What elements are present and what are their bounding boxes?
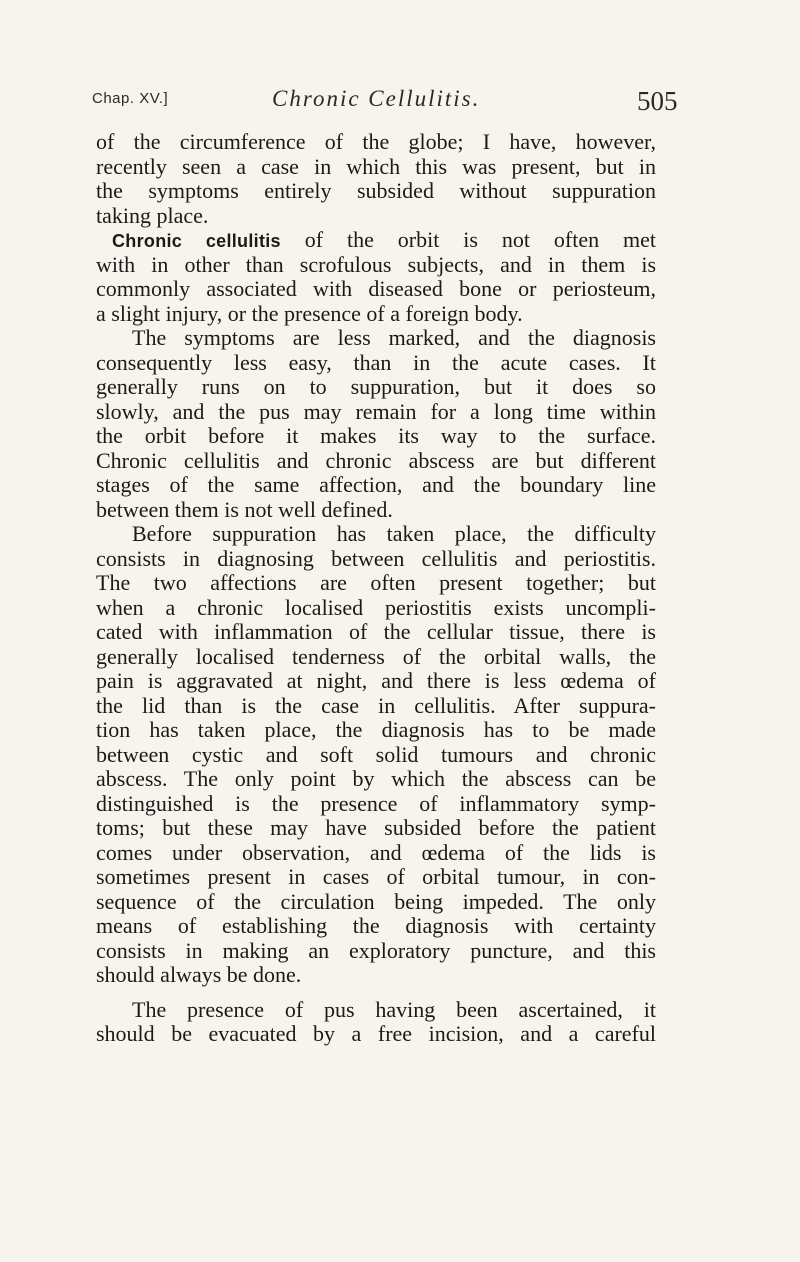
running-head: [92, 86, 678, 116]
text-line: cated with inflammation of the cellular tissue, there is: [96, 619, 656, 644]
text-line: when a chronic localised periostitis exists uncompli-: [96, 594, 656, 620]
text-line: consequently less easy, than in the acute cases. It: [96, 349, 656, 375]
text-line: means of establishing the diagnosis with certainty: [96, 913, 656, 938]
text-line: the symptoms entirely subsided without suppuration: [96, 178, 656, 203]
text-line: should be evacuated by a free incision, and a careful: [96, 1021, 656, 1046]
paragraph: [96, 326, 656, 522]
text-line: generally runs on to suppuration, but it does so: [96, 374, 656, 399]
running-title: Chronic Cellulitis.: [272, 86, 481, 111]
text-line: tion has taken place, the diagnosis has to be made: [96, 717, 656, 742]
text-line: distinguished is the presence of inflammatory symp-: [96, 790, 656, 816]
text-line: sequence of the circulation being impeded. The only: [96, 888, 656, 914]
text-line: The two affections are often present together; but: [96, 570, 656, 595]
text-line: with in other than scrofulous subjects, and in them is: [96, 251, 656, 277]
chapter-label: Chap. XV.]: [92, 90, 169, 107]
text-line: The presence of pus having been ascertained, it: [132, 996, 656, 1022]
text-line: taking place.: [96, 202, 209, 228]
text-line: between cystic and soft solid tumours and chronic: [96, 741, 656, 767]
text-line: The symptoms are less marked, and the diagnosis: [132, 325, 656, 350]
text-line: Chronic cellulitis and chronic abscess are but different: [96, 447, 656, 473]
text-fragment: of the orbit is not often met: [280, 227, 657, 252]
lead-term: Chronic cellulitis: [112, 231, 281, 251]
text-line: between them is not well defined.: [96, 496, 393, 522]
text-line: stages of the same affection, and the boundary line: [96, 472, 656, 497]
paragraph: [96, 998, 656, 1047]
paragraph: [96, 228, 656, 326]
text-line: a slight injury, or the presence of a foreign body.: [96, 300, 523, 326]
text-line: Before suppuration has taken place, the difficulty: [132, 521, 656, 546]
text-line: the orbit before it makes its way to the surface.: [96, 423, 656, 448]
text-line: of the circumference of the globe; I have, however,: [96, 129, 656, 154]
text-line: should always be done.: [96, 962, 302, 987]
text-line: pain is aggravated at night, and there is less œdema of: [96, 668, 656, 693]
text-line: generally localised tenderness of the orbital walls, the: [96, 643, 656, 669]
paragraph-gap: [96, 988, 656, 998]
text-line: slowly, and the pus may remain for a long time within: [96, 398, 656, 424]
text-line: [96, 228, 656, 253]
page-number: 505: [637, 86, 678, 116]
text-line: commonly associated with diseased bone or periosteum,: [96, 276, 656, 301]
text-line: comes under observation, and œdema of the lids is: [96, 839, 656, 865]
paragraph: [96, 522, 656, 988]
text-line: sometimes present in cases of orbital tumour, in con-: [96, 864, 656, 889]
text-line: the lid than is the case in cellulitis. After suppura-: [96, 692, 656, 718]
text-line: abscess. The only point by which the abscess can be: [96, 766, 656, 791]
text-line: consists in diagnosing between cellulitis and periostitis.: [96, 545, 656, 571]
text-line: toms; but these may have subsided before the patient: [96, 815, 656, 840]
text-line: consists in making an exploratory puncture, and this: [96, 937, 656, 963]
paragraph: [96, 130, 656, 228]
body-text: [96, 130, 656, 1047]
text-line: recently seen a case in which this was present, but in: [96, 153, 656, 179]
